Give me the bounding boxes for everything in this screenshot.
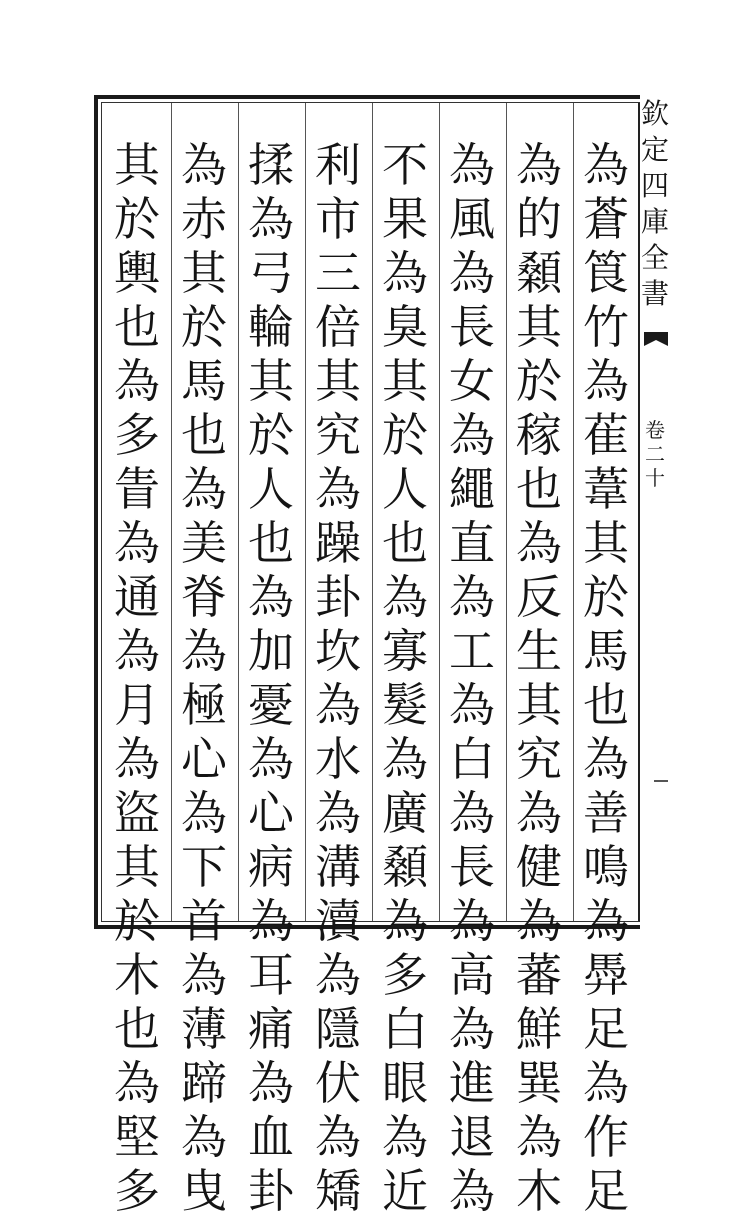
text-char: 躁 (315, 516, 361, 570)
text-char: 木 (516, 1164, 562, 1218)
text-char: 為 (449, 138, 495, 192)
column-rule (439, 103, 440, 921)
text-char: 為 (449, 408, 495, 462)
text-char: 為 (181, 948, 227, 1002)
fold-volume-char: 卷 (645, 418, 665, 442)
text-char: 為 (382, 246, 428, 300)
column-rule (238, 103, 239, 921)
text-char: 卦 (248, 1164, 294, 1218)
text-char: 稼 (516, 408, 562, 462)
fold-title-char: 全 (640, 241, 669, 274)
text-char: 葦 (583, 462, 629, 516)
text-char: 為 (181, 624, 227, 678)
text-char: 為 (382, 732, 428, 786)
text-column-1 (576, 138, 636, 1218)
text-char: 蒼 (583, 192, 629, 246)
text-char: 蹄 (181, 1056, 227, 1110)
text-char: 首 (181, 894, 227, 948)
text-char: 究 (516, 732, 562, 786)
text-char: 顙 (516, 246, 562, 300)
text-char: 白 (449, 732, 495, 786)
fold-tick (654, 780, 668, 782)
text-char: 不 (382, 138, 428, 192)
text-char: 為 (583, 1056, 629, 1110)
column-rule (171, 103, 172, 921)
text-char: 伏 (315, 1056, 361, 1110)
text-char: 作 (583, 1110, 629, 1164)
text-char: 馬 (181, 354, 227, 408)
text-char: 為 (583, 138, 629, 192)
text-column-3 (442, 138, 502, 1218)
text-char: 多 (382, 948, 428, 1002)
text-char: 為 (114, 624, 160, 678)
text-char: 工 (449, 624, 495, 678)
fold-volume-char: 十 (645, 466, 665, 490)
text-char: 也 (248, 516, 294, 570)
text-char: 極 (181, 678, 227, 732)
text-char: 曳 (181, 1164, 227, 1218)
text-char: 退 (449, 1110, 495, 1164)
text-char: 盜 (114, 786, 160, 840)
text-char: 也 (583, 678, 629, 732)
text-char: 的 (516, 192, 562, 246)
text-char: 長 (449, 840, 495, 894)
text-char: 其 (516, 678, 562, 732)
text-char: 為 (248, 894, 294, 948)
text-char: 為 (382, 894, 428, 948)
text-column-2 (509, 138, 569, 1218)
text-char: 萑 (583, 408, 629, 462)
text-char: 其 (583, 516, 629, 570)
text-char: 加 (248, 624, 294, 678)
text-char: 寡 (382, 624, 428, 678)
text-char: 為 (583, 894, 629, 948)
text-char: 其 (315, 354, 361, 408)
text-column-8 (107, 138, 167, 1218)
text-char: 美 (181, 516, 227, 570)
text-char: 於 (516, 354, 562, 408)
text-char: 鳴 (583, 840, 629, 894)
fold-volume (640, 418, 670, 490)
text-char: 鮮 (516, 1002, 562, 1056)
text-char: 市 (315, 192, 361, 246)
text-char: 於 (382, 408, 428, 462)
text-char: 為 (248, 732, 294, 786)
text-char: 三 (315, 246, 361, 300)
text-char: 為 (248, 570, 294, 624)
text-char: 人 (382, 462, 428, 516)
text-char: 為 (449, 1164, 495, 1218)
text-char: 為 (315, 1110, 361, 1164)
text-char: 也 (516, 462, 562, 516)
text-char: 為 (583, 354, 629, 408)
text-char: 生 (516, 624, 562, 678)
text-char: 果 (382, 192, 428, 246)
text-char: 揉 (248, 138, 294, 192)
text-char: 為 (449, 1002, 495, 1056)
text-char: 痛 (248, 1002, 294, 1056)
text-char: 輪 (248, 300, 294, 354)
text-char: 為 (248, 192, 294, 246)
text-char: 其 (516, 300, 562, 354)
text-char: 心 (248, 786, 294, 840)
text-char: 堅 (114, 1110, 160, 1164)
text-char: 眼 (382, 1056, 428, 1110)
text-char: 足 (583, 1164, 629, 1218)
text-char: 為 (181, 786, 227, 840)
text-char: 人 (248, 462, 294, 516)
text-char: 顙 (382, 840, 428, 894)
fold-title-char: 四 (640, 169, 669, 202)
text-char: 為 (181, 462, 227, 516)
text-char: 女 (449, 354, 495, 408)
text-char: 為 (315, 462, 361, 516)
text-char: 筤 (583, 246, 629, 300)
text-char: 下 (181, 840, 227, 894)
text-char: 髮 (382, 678, 428, 732)
text-char: 弓 (248, 246, 294, 300)
column-rule (372, 103, 373, 921)
text-char: 多 (114, 408, 160, 462)
fold-volume-char: 二 (645, 442, 665, 466)
text-char: 月 (114, 678, 160, 732)
text-char: 為 (315, 786, 361, 840)
text-char: 於 (583, 570, 629, 624)
text-char: 心 (181, 732, 227, 786)
text-char: 馵 (583, 948, 629, 1002)
text-char: 蕃 (516, 948, 562, 1002)
text-char: 病 (248, 840, 294, 894)
text-char: 為 (516, 1110, 562, 1164)
text-char: 也 (382, 516, 428, 570)
fold-title-char: 庫 (640, 205, 669, 238)
text-char: 於 (114, 192, 160, 246)
text-char: 為 (583, 732, 629, 786)
text-char: 反 (516, 570, 562, 624)
fold-title-char: 書 (640, 277, 669, 310)
text-char: 巽 (516, 1056, 562, 1110)
text-char: 眚 (114, 462, 160, 516)
fold-title (640, 96, 670, 312)
text-char: 長 (449, 300, 495, 354)
text-char: 繩 (449, 462, 495, 516)
text-char: 近 (382, 1164, 428, 1218)
text-char: 通 (114, 570, 160, 624)
text-char: 為 (449, 678, 495, 732)
text-char: 薄 (181, 1002, 227, 1056)
fish-tail-icon (644, 332, 668, 354)
text-char: 進 (449, 1056, 495, 1110)
column-rule (305, 103, 306, 921)
text-char: 足 (583, 1002, 629, 1056)
text-char: 為 (516, 894, 562, 948)
text-char: 也 (114, 300, 160, 354)
text-char: 馬 (583, 624, 629, 678)
text-char: 脊 (181, 570, 227, 624)
text-char: 也 (181, 408, 227, 462)
text-char: 溝 (315, 840, 361, 894)
text-char: 為 (315, 948, 361, 1002)
text-char: 風 (449, 192, 495, 246)
text-char: 多 (114, 1164, 160, 1218)
text-char: 木 (114, 948, 160, 1002)
text-char: 為 (382, 570, 428, 624)
text-char: 為 (449, 786, 495, 840)
text-column-5 (308, 138, 368, 1218)
text-char: 耳 (248, 948, 294, 1002)
text-char: 也 (114, 1002, 160, 1056)
text-char: 為 (181, 1110, 227, 1164)
text-char: 為 (114, 732, 160, 786)
text-char: 其 (382, 354, 428, 408)
text-char: 隱 (315, 1002, 361, 1056)
text-column-4 (375, 138, 435, 1218)
text-char: 健 (516, 840, 562, 894)
text-char: 為 (315, 678, 361, 732)
text-char: 其 (248, 354, 294, 408)
text-char: 究 (315, 408, 361, 462)
text-char: 竹 (583, 300, 629, 354)
column-rule (573, 103, 574, 921)
text-char: 其 (181, 246, 227, 300)
text-char: 為 (449, 246, 495, 300)
text-char: 高 (449, 948, 495, 1002)
text-char: 為 (449, 894, 495, 948)
fold-title-char: 欽 (640, 97, 669, 130)
text-char: 直 (449, 516, 495, 570)
text-char: 為 (516, 138, 562, 192)
text-char: 卦 (315, 570, 361, 624)
text-char: 為 (449, 570, 495, 624)
text-char: 其 (114, 138, 160, 192)
text-char: 為 (248, 1056, 294, 1110)
text-char: 利 (315, 138, 361, 192)
text-char: 為 (181, 138, 227, 192)
text-char: 赤 (181, 192, 227, 246)
text-char: 輿 (114, 246, 160, 300)
text-char: 其 (114, 840, 160, 894)
text-char: 為 (114, 354, 160, 408)
text-char: 倍 (315, 300, 361, 354)
text-char: 於 (114, 894, 160, 948)
text-char: 為 (114, 516, 160, 570)
text-char: 水 (315, 732, 361, 786)
text-char: 血 (248, 1110, 294, 1164)
text-char: 為 (516, 516, 562, 570)
text-char: 白 (382, 1002, 428, 1056)
text-char: 臭 (382, 300, 428, 354)
text-column-6 (241, 138, 301, 1218)
text-char: 廣 (382, 786, 428, 840)
text-char: 為 (516, 786, 562, 840)
text-char: 坎 (315, 624, 361, 678)
text-char: 瀆 (315, 894, 361, 948)
text-char: 於 (181, 300, 227, 354)
column-rule (506, 103, 507, 921)
text-column-7 (174, 138, 234, 1218)
text-char: 矯 (315, 1164, 361, 1218)
text-char: 於 (248, 408, 294, 462)
text-char: 善 (583, 786, 629, 840)
text-char: 憂 (248, 678, 294, 732)
fold-title-char: 定 (640, 133, 669, 166)
text-char: 為 (114, 1056, 160, 1110)
text-char: 為 (382, 1110, 428, 1164)
